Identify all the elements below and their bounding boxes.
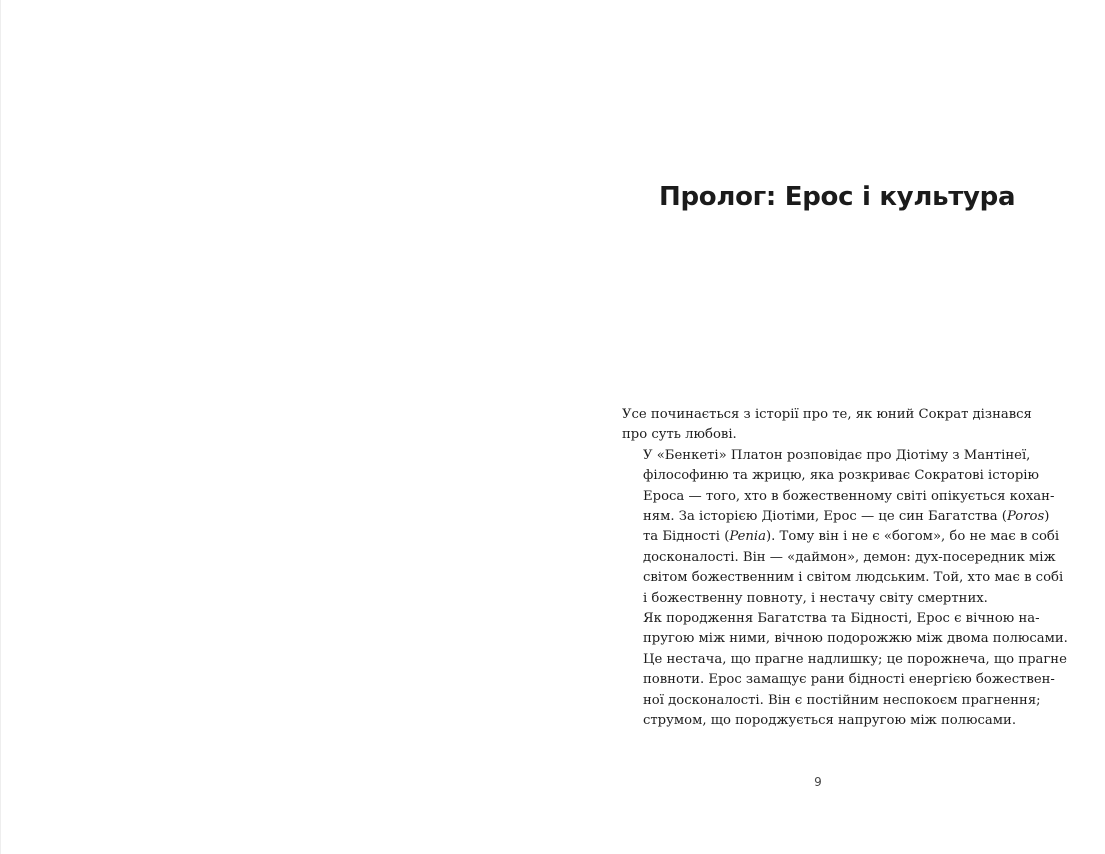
text-line: Як породження Багатства та Бідності, Ерос є вічною на- — [643, 611, 1040, 627]
chapter-title: Пролог: Ерос і культура — [659, 182, 1016, 212]
text-line: Це нестача, що прагне надлишку; це порожнеча, що прагне — [643, 651, 1067, 667]
text-line: повноти. Ерос замащує рани бідності енергією божествен- — [643, 672, 1055, 688]
text-line: Усе починається з історії про те, як юний Сократ дізнався — [622, 407, 1032, 422]
body-text — [622, 405, 1068, 732]
italic-term: Penia — [729, 529, 767, 545]
text-line: досконалості. Він — «даймон», демон: дух-посередник між — [643, 549, 1056, 565]
text-line: струмом, що породжується напругою між полюсами. — [643, 713, 1017, 729]
text-line: ням. За історією Діотіми, Ерос — це син Багатства (Poros) — [643, 509, 1050, 525]
paragraph-2 — [622, 446, 1064, 609]
paragraph-3 — [622, 609, 1068, 731]
text-line: пругою між ними, вічною подорожжю між двома полюсами. — [643, 631, 1068, 647]
page-number: 9 — [814, 775, 822, 789]
text-line: про суть любові. — [622, 427, 737, 443]
paragraph-1 — [622, 405, 1032, 446]
text-line: світом божественним і світом людським. Той, хто має в собі — [643, 570, 1064, 586]
left-page-blank — [1, 0, 553, 854]
right-page — [553, 0, 1105, 854]
italic-term: Poros — [1006, 509, 1045, 525]
text-line: У «Бенкеті» Платон розповідає про Діотіму з Мантінеї, — [643, 447, 1031, 463]
text-line: Ероса — того, хто в божественному світі опікується кохан- — [643, 488, 1055, 504]
text-line: та Бідності (Penia). Тому він і не є «богом», бо не має в собі — [643, 529, 1060, 545]
text-line: ної досконалості. Він є постійним неспокоєм прагнення; — [643, 692, 1041, 708]
text-line: філософиню та жрицю, яка розкриває Сократові історію — [643, 468, 1039, 484]
text-line: і божественну повноту, і нестачу світу смертних. — [643, 590, 988, 606]
